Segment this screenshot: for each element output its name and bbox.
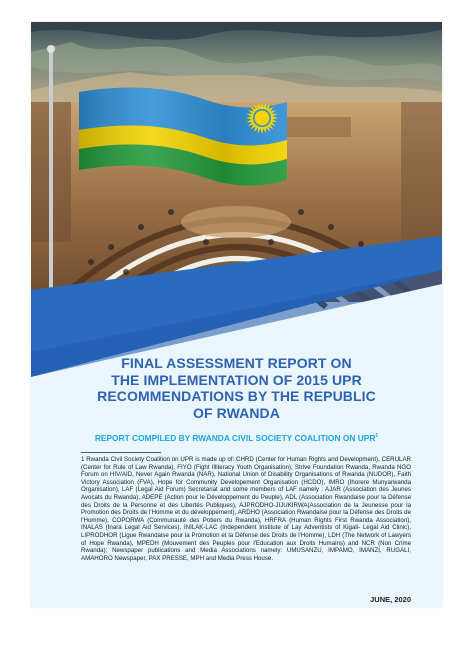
sun-icon bbox=[246, 102, 278, 134]
assembly-hall-photo bbox=[31, 22, 442, 377]
footnote-marker: 1 bbox=[375, 433, 379, 440]
publication-date: JUNE, 2020 bbox=[370, 595, 411, 604]
footnote-divider bbox=[81, 452, 161, 453]
footnote-text: 1 Rwanda Civil Society Coalition on UPR is made up of: CHRD (Center for Human Rights and Development), CERULAR (Center for Rule of Law Rwanda), FIYO (Fight Illiteracy Youth Organisation), Strive Foundation Rwanda, Rwanda NGO Forum on HIV/AID, Never Again Rwanda (NAR), National Union of Disability Organisations of Rwanda (NUDOR), Faith Victory Association (FVA), Hope for Community Developement Organisation (HCDO), IMRO (Ihorere Munyarwanda Organisation), LAF (Legal Aid Forum) Secretariat and some members of LAF namely : AJAR (Association des Jeunes Avocats du Rwanda), ADEPE (Action pour le Développement du Peuple), ADL (Association Rwandaise pour la Défense des Droits de la Personne et des Libertés Publiques), AJPRODHO-JIJUKIRWA(Association de la Jeunesse pour la Promotion des Droits de l'Homme et du développement), ARDHO (Association Rwandaise pour la Défense des Droits de l'Homme), COPORWA (Communauté des Potiers du Rwanda), HRFRA (Human Rights First Rwanda Association), INALAS (Inara Legal Aid Services), INILAK-LAC (Independent Institute of Lay Adventists of Kigali- Legal Aid Clinic), LIPRODHOR (Ligue Rwandaise pour la Promotion et la Défense des Droits de l'Homme), LDH (The Network of Lawyers of Hope Rwanda), MPEDH (Mouvement des Peuples pour l'Education aux Droits Humains) and NCR (Non Crime Rwanda); Newspaper publications and Media Associations namely: UMUSANZU, IMPAMO, IMANZI, RUGALI, AMAHORO Newspaper, PAX PRESSE, MPH and Media Press House. bbox=[81, 456, 411, 562]
report-cover bbox=[31, 22, 442, 607]
report-title: FINAL ASSESSMENT REPORT ON THE IMPLEMENTATION OF 2015 UPR RECOMMENDATIONS BY THE REPUBLIC OF RWANDA bbox=[97, 355, 376, 421]
report-subtitle bbox=[31, 433, 442, 443]
subtitle-text: REPORT COMPILED BY RWANDA CIVIL SOCIETY COALITION ON UPR bbox=[94, 433, 376, 443]
